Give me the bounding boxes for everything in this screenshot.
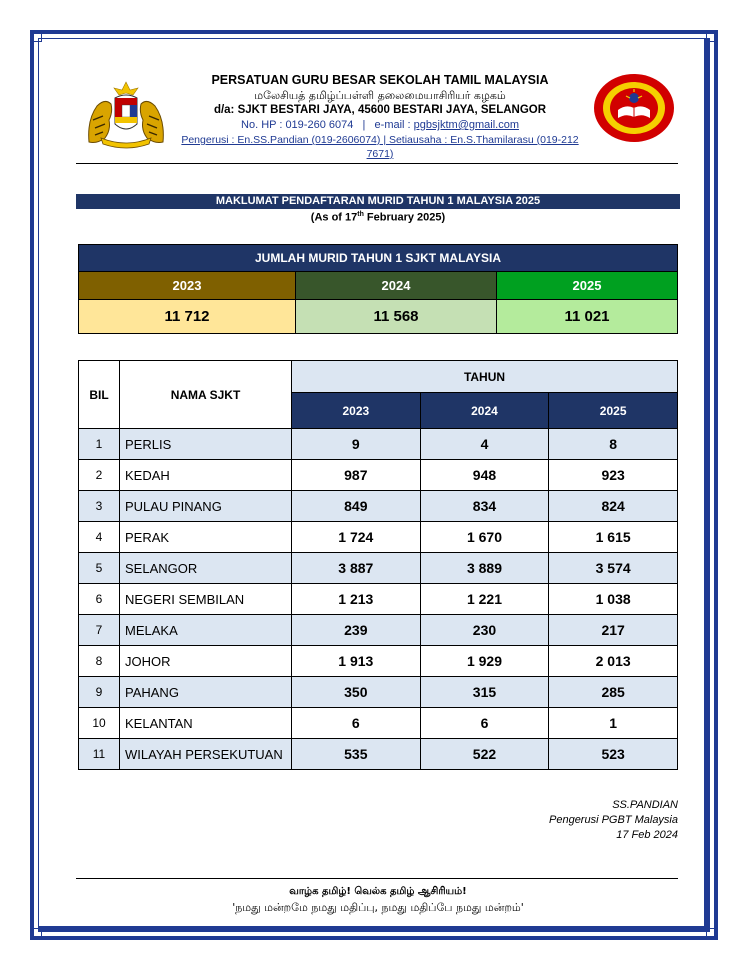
column-header-name: NAMA SJKT [120, 361, 292, 429]
column-header-year-2023: 2023 [292, 393, 421, 429]
header-divider [76, 163, 678, 164]
value-2024: 522 [420, 739, 549, 770]
summary-total-2023: 11 712 [79, 300, 296, 333]
footer-motto: 'நமது மன்றமே நமது மதிப்பு, நமது மதிப்பே நமது மன்றம்' [232, 901, 524, 914]
page-border-shadow-right [704, 38, 710, 932]
value-2025: 3 574 [549, 553, 678, 584]
table-row [79, 553, 678, 584]
value-2023: 1 213 [292, 584, 421, 615]
value-2024: 948 [420, 460, 549, 491]
table-row [79, 429, 678, 460]
column-header-year-2025: 2025 [549, 393, 678, 429]
signature-block [500, 798, 678, 843]
value-2024: 6 [420, 708, 549, 739]
officials-line: Pengerusi : En.SS.Pandian (019-2606074) | Setiausaha : En.S.Thamilarasu (019-212 7671) [181, 134, 579, 160]
value-2024: 230 [420, 615, 549, 646]
value-2024: 1 929 [420, 646, 549, 677]
summary-total-2024: 11 568 [296, 300, 497, 333]
border-corner-ornament [30, 30, 42, 42]
value-2024: 1 221 [420, 584, 549, 615]
footer-divider [76, 878, 678, 879]
value-2023: 987 [292, 460, 421, 491]
summary-totals-box [78, 244, 678, 334]
border-corner-ornament [30, 928, 42, 940]
value-2023: 6 [292, 708, 421, 739]
signatory-role: Pengerusi PGBT Malaysia [549, 814, 678, 826]
footer-slogan: வாழ்க தமிழ்! வெல்க தமிழ் ஆசிரியம்! [289, 886, 467, 897]
school-state-name: KELANTAN [120, 708, 292, 739]
school-state-name: KEDAH [120, 460, 292, 491]
page-border-shadow-bottom [38, 926, 710, 932]
table-row [79, 522, 678, 553]
summary-year-row [79, 272, 677, 300]
value-2025: 1 [549, 708, 678, 739]
school-state-name: MELAKA [120, 615, 292, 646]
table-row [79, 677, 678, 708]
border-corner-ornament [706, 928, 718, 940]
row-number: 4 [79, 522, 120, 553]
table-row [79, 491, 678, 522]
value-2025: 217 [549, 615, 678, 646]
row-number: 9 [79, 677, 120, 708]
value-2025: 285 [549, 677, 678, 708]
school-state-name: PERAK [120, 522, 292, 553]
row-number: 3 [79, 491, 120, 522]
value-2025: 2 013 [549, 646, 678, 677]
value-2023: 535 [292, 739, 421, 770]
phone-number: No. HP : 019-260 6074 [241, 119, 354, 131]
report-date: (As of 17th February 2025) [310, 211, 446, 224]
value-2025: 1 038 [549, 584, 678, 615]
email-label: e-mail : [374, 119, 411, 131]
school-state-name: SELANGOR [120, 553, 292, 584]
footer [76, 884, 680, 916]
value-2024: 1 670 [420, 522, 549, 553]
table-row [79, 460, 678, 491]
signatory-name: SS.PANDIAN [612, 799, 678, 811]
row-number: 5 [79, 553, 120, 584]
school-state-name: JOHOR [120, 646, 292, 677]
value-2025: 8 [549, 429, 678, 460]
row-number: 10 [79, 708, 120, 739]
table-row [79, 584, 678, 615]
row-number: 8 [79, 646, 120, 677]
value-2025: 923 [549, 460, 678, 491]
table-row [79, 646, 678, 677]
column-header-tahun: TAHUN [292, 361, 678, 393]
column-header-bil: BIL [79, 361, 120, 429]
row-number: 2 [79, 460, 120, 491]
association-logo-icon [592, 72, 676, 144]
summary-year-2024: 2024 [296, 272, 497, 300]
value-2025: 1 615 [549, 522, 678, 553]
school-state-name: PAHANG [120, 677, 292, 708]
value-2024: 3 889 [420, 553, 549, 584]
email-link[interactable]: pgbsjktm@gmail.com [413, 119, 519, 131]
table-row [79, 615, 678, 646]
row-number: 11 [79, 739, 120, 770]
value-2023: 849 [292, 491, 421, 522]
row-number: 1 [79, 429, 120, 460]
school-state-name: NEGERI SEMBILAN [120, 584, 292, 615]
report-title: MAKLUMAT PENDAFTARAN MURID TAHUN 1 MALAYSIA 2025 [76, 194, 680, 209]
school-state-name: PERLIS [120, 429, 292, 460]
organization-name: PERSATUAN GURU BESAR SEKOLAH TAMIL MALAYSIA [211, 73, 549, 87]
value-2023: 1 724 [292, 522, 421, 553]
border-corner-ornament [706, 30, 718, 42]
value-2025: 523 [549, 739, 678, 770]
summary-year-2025: 2025 [497, 272, 677, 300]
signature-date: 17 Feb 2024 [616, 829, 678, 841]
contact-line [170, 118, 590, 133]
contact-separator: | [362, 119, 366, 131]
school-state-name: PULAU PINANG [120, 491, 292, 522]
value-2024: 834 [420, 491, 549, 522]
column-header-year-2024: 2024 [420, 393, 549, 429]
summary-title: JUMLAH MURID TAHUN 1 SJKT MALAYSIA [79, 245, 677, 272]
school-state-name: WILAYAH PERSEKUTUAN [120, 739, 292, 770]
value-2023: 3 887 [292, 553, 421, 584]
value-2025: 824 [549, 491, 678, 522]
malaysia-coat-of-arms-icon [83, 80, 169, 150]
value-2023: 350 [292, 677, 421, 708]
table-row [79, 708, 678, 739]
value-2024: 315 [420, 677, 549, 708]
value-2023: 239 [292, 615, 421, 646]
table-row [79, 739, 678, 770]
row-number: 7 [79, 615, 120, 646]
enrolment-table [78, 360, 678, 770]
summary-total-2025: 11 021 [497, 300, 677, 333]
value-2023: 1 913 [292, 646, 421, 677]
letterhead [170, 72, 590, 161]
row-number: 6 [79, 584, 120, 615]
summary-total-row [79, 300, 677, 333]
value-2024: 4 [420, 429, 549, 460]
organization-name-tamil: மலேசியத் தமிழ்ப்பள்ளி தலைமையாசிரியர் கழகம் [254, 89, 506, 102]
table-body [79, 429, 678, 770]
summary-year-2023: 2023 [79, 272, 296, 300]
organization-address: d/a: SJKT BESTARI JAYA, 45600 BESTARI JAYA, SELANGOR [213, 104, 547, 116]
value-2023: 9 [292, 429, 421, 460]
